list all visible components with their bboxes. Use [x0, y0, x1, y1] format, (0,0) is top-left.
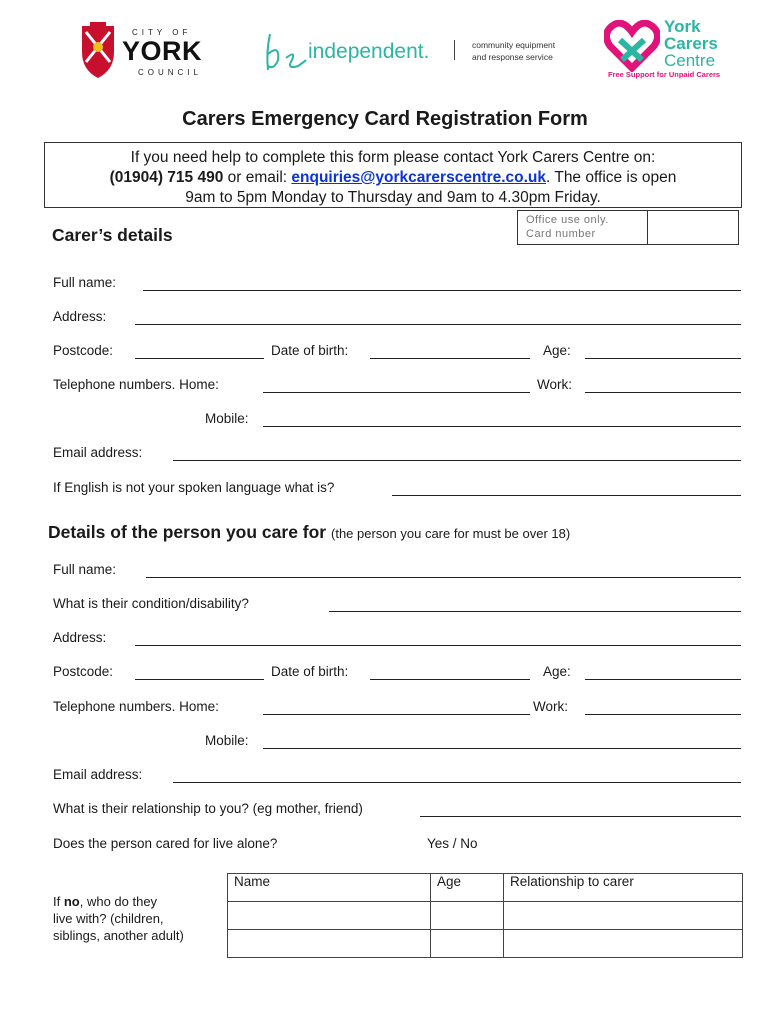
be-independent-tagline-1: community equipment: [472, 40, 556, 50]
yes-no-choice[interactable]: Yes / No: [427, 836, 478, 851]
carer-full-name-label: Full name:: [53, 275, 117, 290]
heart-knot-icon: [604, 20, 660, 72]
cared-relationship-field[interactable]: [420, 816, 741, 817]
contact-phone: (01904) 715 490: [109, 169, 224, 186]
contact-line-2: [45, 168, 741, 188]
card-number-label: Card number: [526, 228, 596, 240]
carer-work-label: Work:: [537, 377, 573, 392]
table-header-row: [228, 874, 743, 902]
cared-postcode-label: Postcode:: [53, 664, 114, 679]
be-script-icon: [262, 30, 308, 74]
cared-heading-main: Details of the person you care for: [48, 522, 327, 542]
york-logo-city-of: CITY OF: [132, 28, 192, 37]
carer-address-field[interactable]: [135, 324, 741, 325]
cared-email-field[interactable]: [173, 782, 741, 783]
contact-line-3: 9am to 5pm Monday to Thursday and 9am to 4.30pm Friday.: [185, 189, 601, 206]
be-independent-wordmark: independent.: [308, 40, 430, 63]
if-no-rest-1: , who do they: [79, 894, 158, 909]
logo-divider: [454, 40, 455, 60]
cared-postcode-field[interactable]: [135, 679, 264, 680]
cared-person-heading: [48, 522, 570, 543]
card-number-field[interactable]: [649, 211, 738, 244]
office-use-box: [517, 210, 739, 245]
ycc-line-3: Centre: [664, 51, 716, 70]
be-independent-logo: [262, 30, 562, 74]
table-cell-age[interactable]: [431, 930, 504, 958]
cared-relationship-label: What is their relationship to you? (eg mother, friend): [53, 801, 363, 816]
carer-email-label: Email address:: [53, 445, 143, 460]
cared-condition-label: What is their condition/disability?: [53, 596, 249, 611]
contact-line-1: If you need help to complete this form please contact York Carers Centre on:: [130, 149, 656, 166]
cared-age-field[interactable]: [585, 679, 741, 680]
carer-email-field[interactable]: [173, 460, 741, 461]
office-box-divider: [647, 211, 648, 244]
carer-age-field[interactable]: [585, 358, 741, 359]
cared-email-label: Email address:: [53, 767, 143, 782]
table-header-age: Age: [431, 874, 504, 902]
carer-work-field[interactable]: [585, 392, 741, 393]
york-carers-centre-logo: [604, 18, 734, 80]
cared-tel-home-field[interactable]: [263, 714, 530, 715]
carer-full-name-field[interactable]: [143, 290, 741, 291]
cared-full-name-label: Full name:: [53, 562, 117, 577]
table-cell-age[interactable]: [431, 902, 504, 930]
carer-mobile-label: Mobile:: [205, 411, 249, 426]
if-no-bold: no: [63, 894, 80, 909]
york-council-logo: [76, 22, 216, 84]
if-no-label: [53, 893, 184, 944]
carer-details-heading: Carer’s details: [52, 225, 173, 245]
if-no-pre: If: [53, 894, 64, 909]
cared-dob-field[interactable]: [370, 679, 530, 680]
contact-after-email: . The office is open: [546, 169, 677, 186]
lives-with-table: [227, 873, 743, 958]
cared-condition-field[interactable]: [329, 611, 741, 612]
carer-age-label: Age:: [543, 343, 571, 358]
carer-address-label: Address:: [53, 309, 107, 324]
carer-language-label: If English is not your spoken language what is?: [53, 480, 335, 495]
ycc-line-2: Carers: [664, 34, 718, 53]
office-use-label: [526, 213, 609, 241]
table-header-relationship: Relationship to carer: [504, 874, 743, 902]
cared-work-label: Work:: [533, 699, 569, 714]
carer-mobile-field[interactable]: [263, 426, 741, 427]
york-logo-council: COUNCIL: [138, 68, 203, 77]
cared-age-label: Age:: [543, 664, 571, 679]
cared-dob-label: Date of birth:: [271, 664, 349, 679]
if-no-line-3: siblings, another adult): [53, 928, 184, 943]
york-logo-main: YORK: [122, 36, 203, 66]
cared-mobile-field[interactable]: [263, 748, 741, 749]
cared-tel-home-label: Telephone numbers. Home:: [53, 699, 219, 714]
carer-postcode-label: Postcode:: [53, 343, 114, 358]
table-row: [228, 930, 743, 958]
carer-dob-field[interactable]: [370, 358, 530, 359]
cared-address-label: Address:: [53, 630, 107, 645]
contact-or-email: or email:: [223, 169, 292, 186]
cared-heading-sub: (the person you care for must be over 18): [331, 526, 571, 541]
cared-mobile-label: Mobile:: [205, 733, 249, 748]
office-use-line-1: Office use only.: [526, 214, 609, 226]
york-crest-icon: [76, 22, 120, 82]
table-cell-name[interactable]: [228, 902, 431, 930]
live-alone-label: Does the person cared for live alone?: [53, 836, 278, 851]
carer-dob-label: Date of birth:: [271, 343, 349, 358]
table-cell-name[interactable]: [228, 930, 431, 958]
cared-full-name-field[interactable]: [146, 577, 741, 578]
carer-language-field[interactable]: [392, 495, 741, 496]
table-cell-relationship[interactable]: [504, 902, 743, 930]
contact-email-link[interactable]: enquiries@yorkcarerscentre.co.uk: [291, 169, 547, 186]
form-title: Carers Emergency Card Registration Form: [182, 108, 588, 130]
carer-tel-home-label: Telephone numbers. Home:: [53, 377, 219, 392]
cared-address-field[interactable]: [135, 645, 741, 646]
table-cell-relationship[interactable]: [504, 930, 743, 958]
table-row: [228, 902, 743, 930]
cared-work-field[interactable]: [585, 714, 741, 715]
ycc-tagline: Free Support for Unpaid Carers: [608, 70, 721, 79]
if-no-line-1: [53, 893, 184, 910]
contact-box: [44, 142, 742, 208]
table-header-name: Name: [228, 874, 431, 902]
carer-tel-home-field[interactable]: [263, 392, 530, 393]
carer-postcode-field[interactable]: [135, 358, 264, 359]
if-no-line-2: live with? (children,: [53, 911, 164, 926]
ycc-line-1: York: [664, 17, 701, 36]
be-independent-tagline-2: and response service: [472, 52, 553, 62]
